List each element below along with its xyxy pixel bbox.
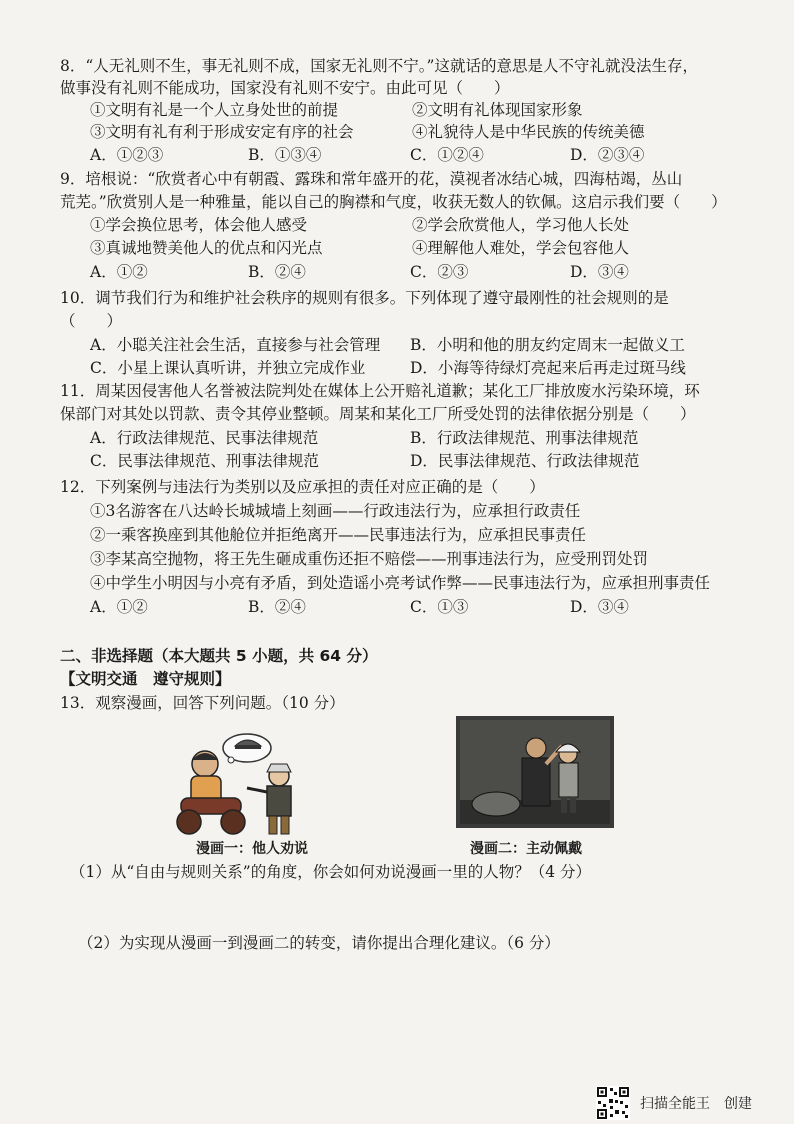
q10-option-b: B．小明和他的朋友约定周末一起做义工 [410, 336, 685, 354]
q13-sub-question-1: （1）从“自由与规则关系”的角度，你会如何劝说漫画一里的人物？（4 分） [70, 863, 592, 881]
q9-option-c: C．②③ [410, 263, 469, 281]
q8-option-b: B．①③④ [248, 146, 322, 164]
caption-cartoon-2: 漫画二：主动佩戴 [470, 841, 582, 857]
q11-option-a: A．行政法律规范、民事法律规范 [90, 429, 319, 447]
q10-line2: （ ） [60, 312, 123, 330]
q11-option-d: D．民事法律规范、行政法律规范 [410, 452, 640, 470]
q10-option-a: A．小聪关注社会生活，直接参与社会管理 [90, 336, 381, 354]
q11-option-c: C．民事法律规范、刑事法律规范 [90, 452, 319, 470]
caption-cartoon-1: 漫画一：他人劝说 [196, 841, 308, 857]
q10-line1: 10．调节我们行为和维护社会秩序的规则有很多。下列体现了遵守最刚性的社会规则的是 [60, 289, 669, 307]
qr-code-icon [596, 1086, 630, 1120]
q13-sub-question-2: （2）为实现从漫画一到漫画二的转变，请你提出合理化建议。（6 分） [78, 934, 560, 952]
q12-statement-3: ③李某高空抛物，将王先生砸成重伤还拒不赔偿——刑事违法行为，应受刑罚处罚 [90, 550, 649, 568]
q8-option-a: A．①②③ [90, 146, 164, 164]
q9-option-b: B．②④ [248, 263, 306, 281]
q9-statement-2: ②学会欣赏他人，学习他人长处 [412, 216, 630, 234]
q8-statement-1: ①文明有礼是一个人立身处世的前提 [90, 101, 339, 119]
q12-line1: 12．下列案例与违法行为类别以及应承担的责任对应正确的是（ ） [60, 478, 545, 496]
q12-option-c: C．①③ [410, 598, 469, 616]
scanner-watermark [596, 1086, 776, 1118]
q12-option-a: A．①② [90, 598, 148, 616]
q8-statement-4: ④礼貌待人是中华民族的传统美德 [412, 123, 645, 141]
q11-line1: 11．周某因侵害他人名誉被法院判处在媒体上公开赔礼道歉；某化工厂排放废水污染环境，环 [60, 382, 700, 400]
q8-statement-2: ②文明有礼体现国家形象 [412, 101, 583, 119]
q9-line2: 荒芜。”欣赏别人是一种雅量，能以自己的胸襟和气度，收获无数人的钦佩。这启示我们要（ ） [60, 193, 727, 211]
q8-option-d: D．②③④ [570, 146, 645, 164]
cartoon-2-wearing-helmet [456, 716, 614, 828]
scanner-watermark-text: 扫描全能王 创建 [640, 1096, 752, 1112]
q13-title: 13．观察漫画，回答下列问题。（10 分） [60, 694, 345, 712]
q11-option-b: B．行政法律规范、刑事法律规范 [410, 429, 639, 447]
cartoon-1-persuasion [175, 730, 310, 838]
q9-statement-1: ①学会换位思考，体会他人感受 [90, 216, 308, 234]
q9-option-d: D．③④ [570, 263, 629, 281]
q12-statement-2: ②一乘客换座到其他舱位并拒绝离开——民事违法行为，应承担民事责任 [90, 526, 587, 544]
q12-statement-4: ④中学生小明因与小亮有矛盾，到处造谣小亮考试作弊——民事违法行为，应承担刑事责任 [90, 574, 711, 592]
q9-option-a: A．①② [90, 263, 148, 281]
q10-option-d: D．小海等待绿灯亮起来后再走过斑马线 [410, 359, 686, 377]
q9-statement-4: ④理解他人难处，学会包容他人 [412, 239, 630, 257]
q9-line1: 9．培根说：“欣赏者心中有朝霞、露珠和常年盛开的花，漠视者冰结心城，四海枯竭，丛山 [60, 170, 683, 188]
q8-line2: 做事没有礼则不能成功，国家没有礼则不安宁。由此可见（ ） [60, 79, 510, 97]
q12-option-d: D．③④ [570, 598, 629, 616]
q12-statement-1: ①3名游客在八达岭长城城墙上刻画——行政违法行为，应承担行政责任 [90, 502, 581, 520]
section2-topic: 【文明交通 遵守规则】 [60, 670, 231, 688]
q10-option-c: C．小星上课认真听讲，并独立完成作业 [90, 359, 366, 377]
q12-option-b: B．②④ [248, 598, 306, 616]
q11-line2: 保部门对其处以罚款、责令其停业整顿。周某和某化工厂所受处罚的法律依据分别是（ ） [60, 405, 696, 423]
q8-statement-3: ③文明有礼有利于形成安定有序的社会 [90, 123, 354, 141]
q9-statement-3: ③真诚地赞美他人的优点和闪光点 [90, 239, 323, 257]
q8-option-c: C．①②④ [410, 146, 484, 164]
section2-heading: 二、非选择题（本大题共 5 小题，共 64 分） [60, 647, 378, 665]
q8-line1: 8．“人无礼则不生，事无礼则不成，国家无礼则不宁。”这就话的意思是人不守礼就没法生存， [60, 57, 698, 75]
